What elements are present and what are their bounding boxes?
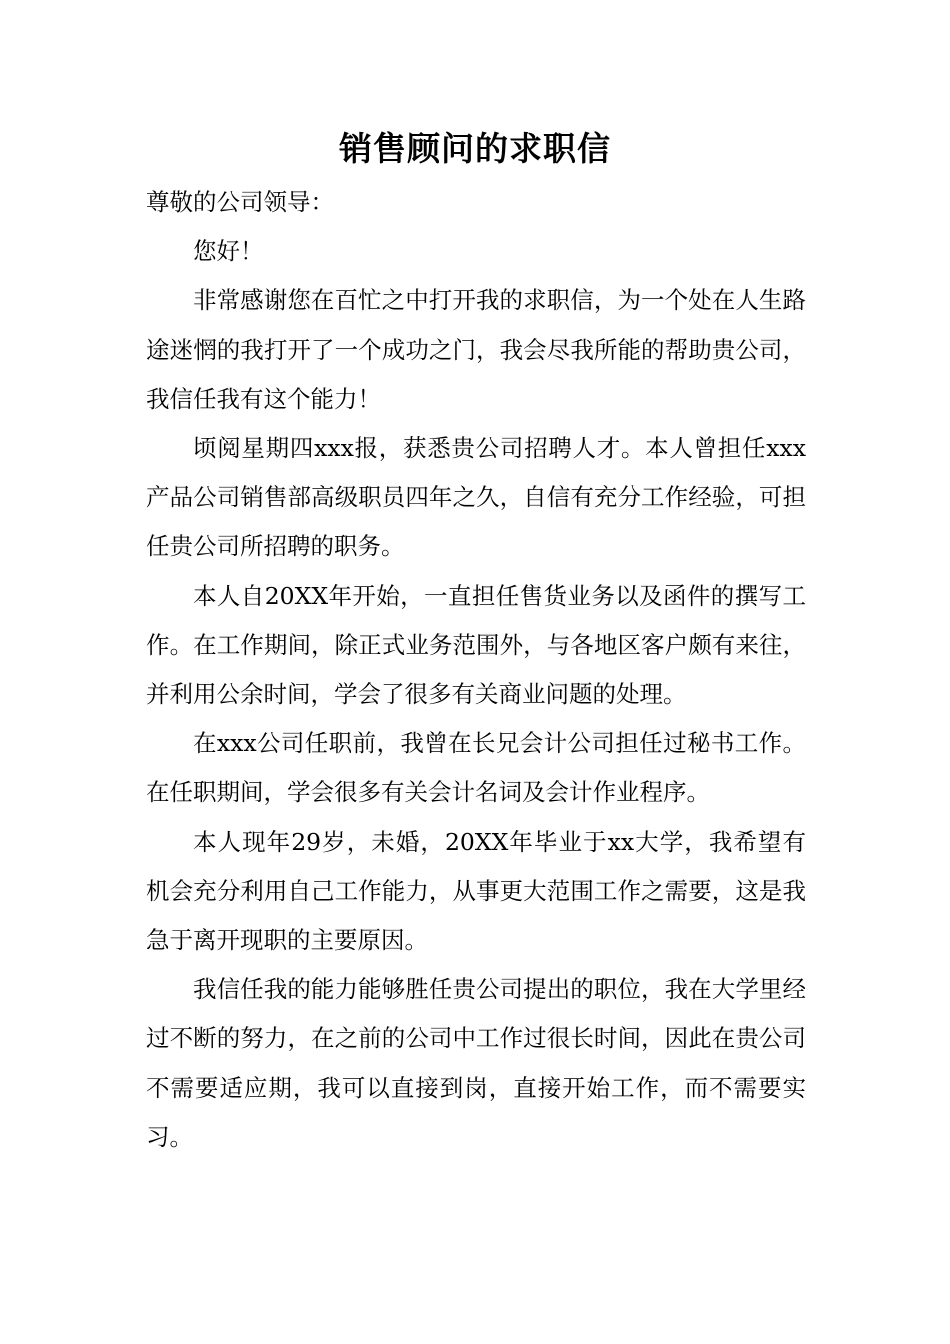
paragraph: 我信任我的能力能够胜任贵公司提出的职位，我在大学里经过不断的努力，在之前的公司中工作过很长时间，因此在贵公司不需要适应期，我可以直接到岗，直接开始工作，而不需要实习。 bbox=[146, 975, 806, 1151]
salutation: 尊敬的公司领导： bbox=[146, 188, 334, 216]
paragraph: 顷阅星期四xxx报，获悉贵公司招聘人才。本人曾担任xxx产品公司销售部高级职员四年之久，自信有充分工作经验，可担任贵公司所招聘的职务。 bbox=[146, 434, 806, 561]
paragraph: 在xxx公司任职前，我曾在长兄会计公司担任过秘书工作。在任职期间，学会很多有关会计名词及会计作业程序。 bbox=[146, 729, 806, 807]
paragraph: 本人自20XX年开始，一直担任售货业务以及函件的撰写工作。在工作期间，除正式业务范围外，与各地区客户颇有来往，并利用公余时间，学会了很多有关商业问题的处理。 bbox=[146, 581, 806, 709]
document-title: 销售顾问的求职信 bbox=[339, 129, 611, 168]
greeting: 您好！ bbox=[193, 237, 264, 266]
paragraph: 本人现年29岁，未婚，20XX年毕业于xx大学，我希望有机会充分利用自己工作能力，从事更大范围工作之需要，这是我急于离开现职的主要原因。 bbox=[146, 827, 806, 955]
letter-body bbox=[146, 178, 806, 1162]
paragraph: 非常感谢您在百忙之中打开我的求职信，为一个处在人生路途迷惘的我打开了一个成功之门，我会尽我所能的帮助贵公司，我信任我有这个能力！ bbox=[146, 286, 806, 413]
